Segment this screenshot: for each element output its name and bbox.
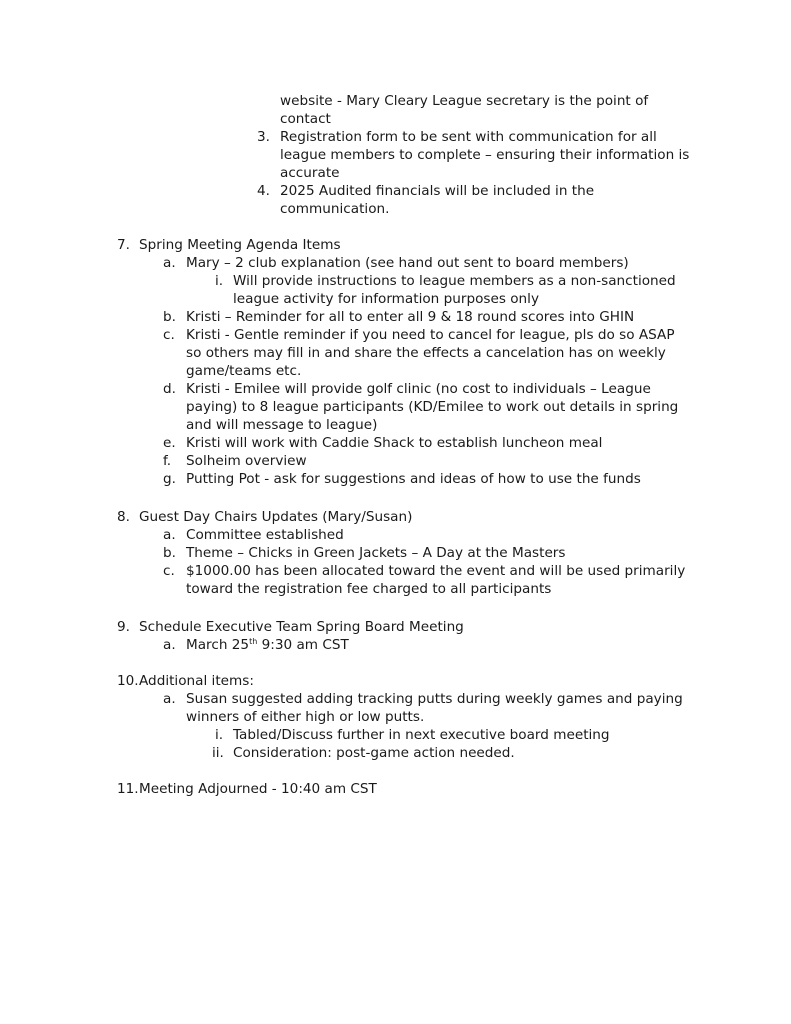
item-marker: b. bbox=[163, 309, 176, 325]
date-suffix: th bbox=[249, 637, 258, 646]
item-text: Kristi – Reminder for all to enter all 9 & 18 round scores into GHIN bbox=[186, 309, 635, 325]
item-text: paying) to 8 league participants (KD/Emilee to work out details in spring bbox=[186, 399, 679, 415]
subitem-text: Will provide instructions to league members as a non-sanctioned bbox=[233, 273, 676, 289]
item-text: toward the registration fee charged to all participants bbox=[186, 581, 552, 597]
item-marker: a. bbox=[163, 527, 176, 543]
subitem-text: Consideration: post-game action needed. bbox=[233, 745, 515, 761]
section-title: Meeting Adjourned - 10:40 am CST bbox=[139, 781, 377, 797]
item-marker: c. bbox=[163, 327, 175, 343]
item-marker: e. bbox=[163, 435, 176, 451]
item-marker: a. bbox=[163, 255, 176, 271]
item-text: Kristi will work with Caddie Shack to establish luncheon meal bbox=[186, 435, 603, 451]
list-item-3: league members to complete – ensuring their information is bbox=[280, 147, 690, 163]
list-item-4: communication. bbox=[280, 201, 390, 217]
section-marker: 7. bbox=[117, 237, 130, 253]
subitem-text: league activity for information purposes only bbox=[233, 291, 539, 307]
item-marker: c. bbox=[163, 563, 175, 579]
item-marker: b. bbox=[163, 545, 176, 561]
item-marker: a. bbox=[163, 691, 176, 707]
item-text bbox=[186, 636, 349, 654]
list-marker: 4. bbox=[257, 183, 270, 199]
item-text: Susan suggested adding tracking putts during weekly games and paying bbox=[186, 691, 683, 707]
list-marker: 3. bbox=[257, 129, 270, 145]
subitem-marker: ii. bbox=[212, 745, 224, 761]
item-marker: g. bbox=[163, 471, 176, 487]
item-marker: d. bbox=[163, 381, 176, 397]
item-text: and will message to league) bbox=[186, 417, 378, 433]
section-marker: 8. bbox=[117, 509, 130, 525]
item-text: $1000.00 has been allocated toward the event and will be used primarily bbox=[186, 563, 686, 579]
section-title: Spring Meeting Agenda Items bbox=[139, 237, 341, 253]
section-title: Schedule Executive Team Spring Board Meeting bbox=[139, 619, 464, 635]
section-marker: 9. bbox=[117, 619, 130, 635]
list-item-2-continuation: contact bbox=[280, 111, 331, 127]
time-text: 9:30 am CST bbox=[257, 637, 349, 653]
list-item-3: accurate bbox=[280, 165, 340, 181]
item-marker: a. bbox=[163, 637, 176, 653]
item-text: Putting Pot - ask for suggestions and ideas of how to use the funds bbox=[186, 471, 641, 487]
item-text: Kristi - Emilee will provide golf clinic (no cost to individuals – League bbox=[186, 381, 651, 397]
list-item-4: 2025 Audited financials will be included in the bbox=[280, 183, 595, 199]
item-text: Mary – 2 club explanation (see hand out sent to board members) bbox=[186, 255, 629, 271]
item-text: so others may fill in and share the effects a cancelation has on weekly bbox=[186, 345, 666, 361]
list-item-2-continuation: website - Mary Cleary League secretary is the point of bbox=[280, 93, 649, 109]
subitem-marker: i. bbox=[215, 727, 224, 743]
section-title: Guest Day Chairs Updates (Mary/Susan) bbox=[139, 509, 413, 525]
item-text: Kristi - Gentle reminder if you need to cancel for league, pls do so ASAP bbox=[186, 327, 675, 343]
subitem-marker: i. bbox=[215, 273, 224, 289]
item-text: Committee established bbox=[186, 527, 344, 543]
section-marker: 10. bbox=[117, 673, 139, 689]
item-text: game/teams etc. bbox=[186, 363, 302, 379]
section-marker: 11. bbox=[117, 781, 139, 797]
subitem-text: Tabled/Discuss further in next executive board meeting bbox=[233, 727, 610, 743]
item-marker: f. bbox=[163, 453, 172, 469]
section-title: Additional items: bbox=[139, 673, 254, 689]
item-text: Solheim overview bbox=[186, 453, 307, 469]
date-text: March 25 bbox=[186, 637, 250, 653]
item-text: Theme – Chicks in Green Jackets – A Day at the Masters bbox=[186, 545, 566, 561]
item-text: winners of either high or low putts. bbox=[186, 709, 425, 725]
list-item-3: Registration form to be sent with communication for all bbox=[280, 129, 657, 145]
